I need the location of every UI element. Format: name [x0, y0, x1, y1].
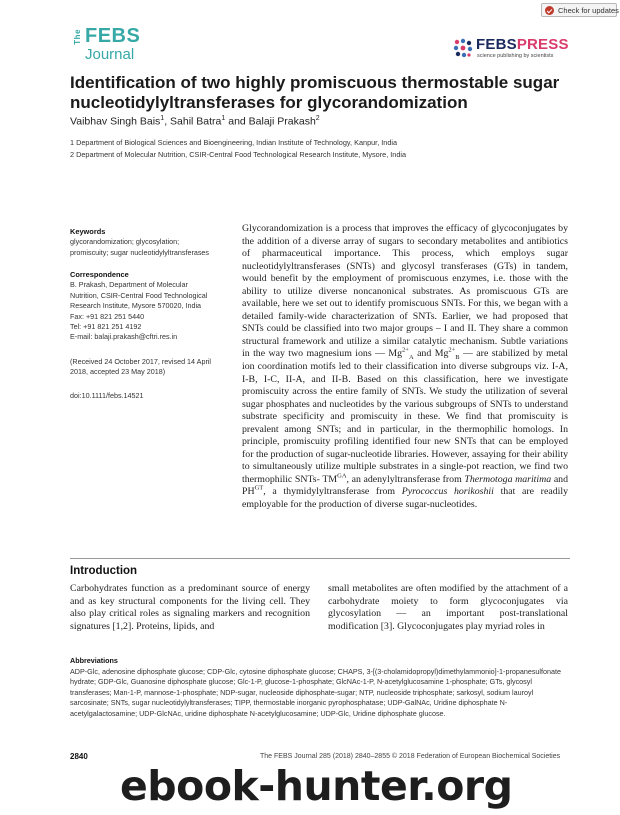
author-list: Vaibhav Singh Bais$^1$, Sahil Batra$^1$ and Balaji Prakash$^2$: [70, 115, 320, 128]
abstract: Glycorandomization is a process that improves the efficacy of glycoconjugates by the addition of a diverse array of sugars to secondary metabolites and antibiotics of pharmaceutical importance. This process, which employs sugar nucleotidylyltransferases (SNTs) and glycosyl transferases (GTs) in tandem, would benefit by the employment of promiscuous enzymes, i.e. those with the ability to utilize diverse noncanonical substrates. As promiscuous GTs are available, here we set out to identify promiscuous SNTs. For this, we began with a detailed family-wide characterization of SNTs. Earlier, we had proposed that SNTs could be classified into two major groups – I and II. They share a common structural framework and utilize a similar catalytic mechanism. Subtle variations in the way two magnesium ions — $Mg^{2+}_A$ and $Mg^{2+}_B$ — are stabilized by metal ion coordination motifs led to their classification into diverse subgroups viz. I-A, I-B, I-C, II-A, and II-B. Based on this classification, here we investigate promiscuity across the entire family of SNTs. We study the utilization of several sugar phosphates and nucleotides by the various subgroups of SNTs to understand substrate specificity and promiscuity in these. We find that promiscuity is prevalent among SNTs; and in particular, in the thermophilic homologs. In principle, promiscuity profiling identified four new SNTs that can be employed for the production of sugar-nucleotide libraries. However, assaying for their ability to simultaneously utilize multiple substrates in a single-pot reaction, we find two thermophilic SNTs- $TM^{GA}$, an adenylyltransferase from Thermotoga maritima and $PH^{GT}$, a thymidylyltransferase from Pyrococcus horikoshii that are readily employable for the production of diverse sugar-nucleotides.: [242, 223, 569, 511]
section-divider: [70, 558, 570, 559]
watermark: ebook-hunter.org: [120, 762, 513, 810]
footer-citation: The FEBS Journal 285 (2018) 2840–2855 © 2018 Federation of European Biochemical Societies: [260, 753, 561, 760]
mg-a-symbol: $Mg^{2+}_A$: [388, 347, 414, 362]
febs-journal-logo: The FEBS Journal: [73, 25, 141, 63]
mg-b-symbol: $Mg^{2+}_B$: [434, 347, 460, 362]
affiliation-2: 2 Department of Molecular Nutrition, CSIR-Central Food Technological Research Institute, Mysore, India: [70, 150, 407, 159]
intro-column-left: Carbohydrates function as a predominant source of energy and as key structural components for the living cell. They also play critical roles as signaling markers and recognition signatures [1,2]. Proteins, lipids, and: [70, 583, 310, 632]
keywords-heading: Keywords: [70, 227, 106, 236]
received-dates: (Received 24 October 2017, revised 14 April 2018, accepted 23 May 2018): [70, 357, 212, 377]
keywords-block: Keywords glycorandomization; glycosylation; promiscuity; sugar nucleotidylyltransferases: [70, 227, 238, 258]
page-number: 2840: [70, 752, 88, 761]
author-name: Balaji Prakash: [248, 115, 316, 128]
febs-press-dots-icon: [452, 37, 474, 59]
affiliation-1: 1 Department of Biological Sciences and Bioengineering, Indian Institute of Technology, Kanpur, India: [70, 138, 398, 147]
check-updates-label: Check for updates: [558, 6, 619, 15]
intro-column-right: small metabolites are often modified by the attachment of a carbohydrate moiety to form glycoconjugates via glycosylation — an important post-translational modification [3]. Glycoconjugates play myriad roles in: [328, 583, 568, 632]
abbreviations-block: Abbreviations ADP-Glc, adenosine diphosphate glucose; CDP-Glc, cytosine diphosphate glucose; CHAPS, 3-[(3-cholamidopropyl)dimethylammonio]-1-propanesulfonate hydrate; GDP-Glc, Guanosine diphosphate glucose; Glc-1-P, glucose-1-phosphate; GlcNAc-1-P, N-acetylglucosamine 1-phosphate; GTs, glycosyl transferases; Man-1-P, mannose-1-phosphate; NDP-sugar, nucleoside diphosphate-sugar; NTP, nucleoside triphosphate; sarkosyl, sodium lauroyl sarcosinate; SNTs, sugar nucleotidylyltransferases; TIPP, thermostable inorganic pyrophosphatase; UDP-GalNAc, Uridine diphosphate N-acetylgalactosamine; UDP-GlcNAc, uridine diphosphate N-acetylglucosamine; UDP-Glc, Uridine diphosphate glucose.: [70, 656, 570, 719]
check-updates-icon: [545, 6, 554, 15]
abbreviations-heading: Abbreviations: [70, 656, 118, 665]
introduction-heading: Introduction: [70, 565, 138, 577]
correspondence-heading: Correspondence: [70, 270, 129, 279]
check-for-updates-button[interactable]: [541, 3, 617, 17]
doi-link[interactable]: doi:10.1111/febs.14521: [70, 391, 144, 400]
correspondence-block: Correspondence B. Prakash, Department of Molecular Nutrition, CSIR-Central Food Technological Research Institute, Mysore 570020, India Fax: +91 821 251 5440 Tel: +91 821 251 4192 E-mail: balaji.prakash@cftri.res.in: [70, 270, 238, 343]
febs-press-logo: FEBSPRESS science publishing by scientists: [452, 35, 602, 65]
email-link[interactable]: E-mail: balaji.prakash@cftri.res.in: [70, 332, 178, 342]
author-name: Vaibhav Singh Bais: [70, 115, 161, 128]
author-name: Sahil Batra: [170, 115, 222, 128]
article-title: Identification of two highly promiscuous thermostable sugar nucleotidylyltransferases for glycorandomization: [70, 73, 560, 112]
